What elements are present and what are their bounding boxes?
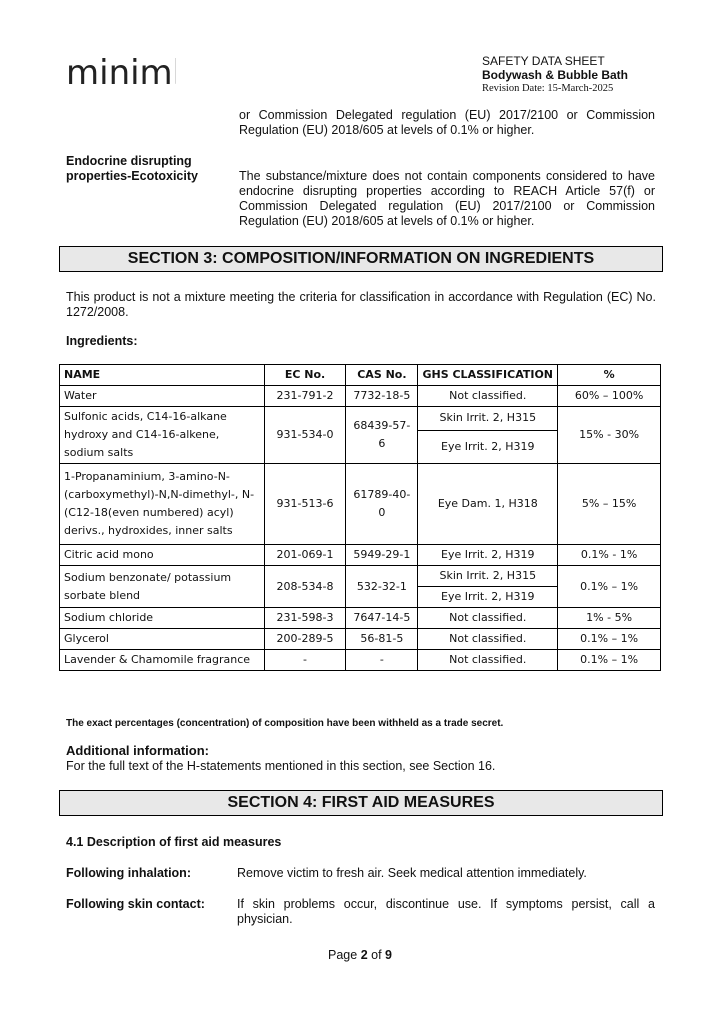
logo-mark [66,50,176,96]
continued-text: or Commission Delegated regulation (EU) 2017/2100 or Commission Regulation (EU) 2018/605 at levels of 0.1% or higher. [239,108,655,137]
cell-ec: 931-534-0 [264,407,346,464]
inhalation-text: Remove victim to fresh air. Seek medical attention immediately. [237,866,587,880]
cell-percent: 1% - 5% [558,608,661,629]
cell-cas: 56-81-5 [346,629,418,650]
page-number [0,948,720,962]
ingredients-table [59,364,661,671]
table-row [60,629,661,650]
endocrine-text: The substance/mixture does not contain components considered to have endocrine disrupting properties according to REACH Article 57(f) or Commission Delegated regulation (EU) 2017/2100 or Commission Regulation (EU) 2018/605 at levels of 0.1% or higher. [239,169,655,228]
cell-ghs: Skin Irrit. 2, H315 [418,566,558,587]
col-header-ec: EC No. [264,365,346,386]
cell-name: Sodium chloride [60,608,265,629]
cell-ghs: Not classified. [418,608,558,629]
document-header [482,54,672,96]
cell-ghs: Not classified. [418,629,558,650]
table-row [60,464,661,545]
cell-percent: 0.1% – 1% [558,629,661,650]
cell-cas: 7647-14-5 [346,608,418,629]
cell-ec: 200-289-5 [264,629,346,650]
cell-percent: 60% – 100% [558,386,661,407]
cell-ec: 208-534-8 [264,566,346,608]
cell-ghs: Not classified. [418,650,558,671]
section3-intro: This product is not a mixture meeting the criteria for classification in accordance with Regulation (EC) No. 1272/2008. [66,290,656,319]
table-row [60,545,661,566]
cell-ghs: Eye Dam. 1, H318 [418,464,558,545]
table-header-row [60,365,661,386]
cell-ghs: Skin Irrit. 2, H315 [418,407,558,431]
cell-ec: 201-069-1 [264,545,346,566]
ingredients-label: Ingredients: [66,334,138,348]
col-header-cas: CAS No. [346,365,418,386]
cell-cas: - [346,650,418,671]
cell-cas: 532-32-1 [346,566,418,608]
cell-ec: 931-513-6 [264,464,346,545]
page-current: 2 [360,948,368,962]
cell-ghs: Eye Irrit. 2, H319 [418,545,558,566]
section4-title: SECTION 4: FIRST AID MEASURES [59,790,663,816]
cell-name: Water [60,386,265,407]
cell-cas: 7732-18-5 [346,386,418,407]
doc-type: SAFETY DATA SHEET [482,54,605,68]
cell-percent: 0.1% – 1% [558,650,661,671]
table-row [60,386,661,407]
table-row [60,650,661,671]
cell-name: Sulfonic acids, C14-16-alkane hydroxy and C14-16-alkene, sodium salts [60,407,265,464]
page-prefix: Page [328,948,358,962]
cell-cas: 5949-29-1 [346,545,418,566]
cell-ec: 231-598-3 [264,608,346,629]
skin-contact-text: If skin problems occur, discontinue use. If symptoms persist, call a physician. [237,897,655,926]
cell-name: Sodium benzonate/ potassium sorbate blend [60,566,265,608]
section4-subtitle: 4.1 Description of first aid measures [66,835,282,849]
col-header-ghs: GHS CLASSIFICATION [418,365,558,386]
cell-ghs: Eye Irrit. 2, H319 [418,587,558,608]
table-row [60,407,661,431]
cell-ec: 231-791-2 [264,386,346,407]
cell-name: Glycerol [60,629,265,650]
cell-percent: 15% - 30% [558,407,661,464]
cell-ec: - [264,650,346,671]
cell-ghs: Eye Irrit. 2, H319 [418,430,558,463]
cell-percent: 0.1% – 1% [558,566,661,608]
additional-info-label: Additional information: [66,743,209,758]
miniml-logo [66,50,176,96]
page-total: 9 [385,948,392,962]
cell-cas: 61789-40-0 [346,464,418,545]
cell-cas: 68439-57-6 [346,407,418,464]
table-row [60,608,661,629]
section3-title: SECTION 3: COMPOSITION/INFORMATION ON INGREDIENTS [59,246,663,272]
additional-info-text: For the full text of the H-statements mentioned in this section, see Section 16. [66,759,496,773]
col-header-percent: % [558,365,661,386]
cell-name: Citric acid mono [60,545,265,566]
cell-name: 1-Propanaminium, 3-amino-N-(carboxymethyl)-N,N-dimethyl-, N-(C12-18(even numbered) acyl) derivs., hydroxides, inner salts [60,464,265,545]
revision-date: Revision Date: 15-March-2025 [482,83,614,94]
col-header-name: NAME [60,365,265,386]
table-row [60,566,661,587]
cell-percent: 5% – 15% [558,464,661,545]
page-of: of [371,948,382,962]
cell-ghs: Not classified. [418,386,558,407]
skin-contact-label: Following skin contact: [66,897,205,911]
inhalation-label: Following inhalation: [66,866,191,880]
endocrine-label: Endocrine disrupting properties-Ecotoxicity [66,154,198,183]
product-name: Bodywash & Bubble Bath [482,68,629,82]
table-footnote: The exact percentages (concentration) of composition have been withheld as a trade secret. [66,718,504,729]
cell-name: Lavender & Chamomile fragrance [60,650,265,671]
cell-percent: 0.1% - 1% [558,545,661,566]
logo-text: miniml [66,53,176,93]
